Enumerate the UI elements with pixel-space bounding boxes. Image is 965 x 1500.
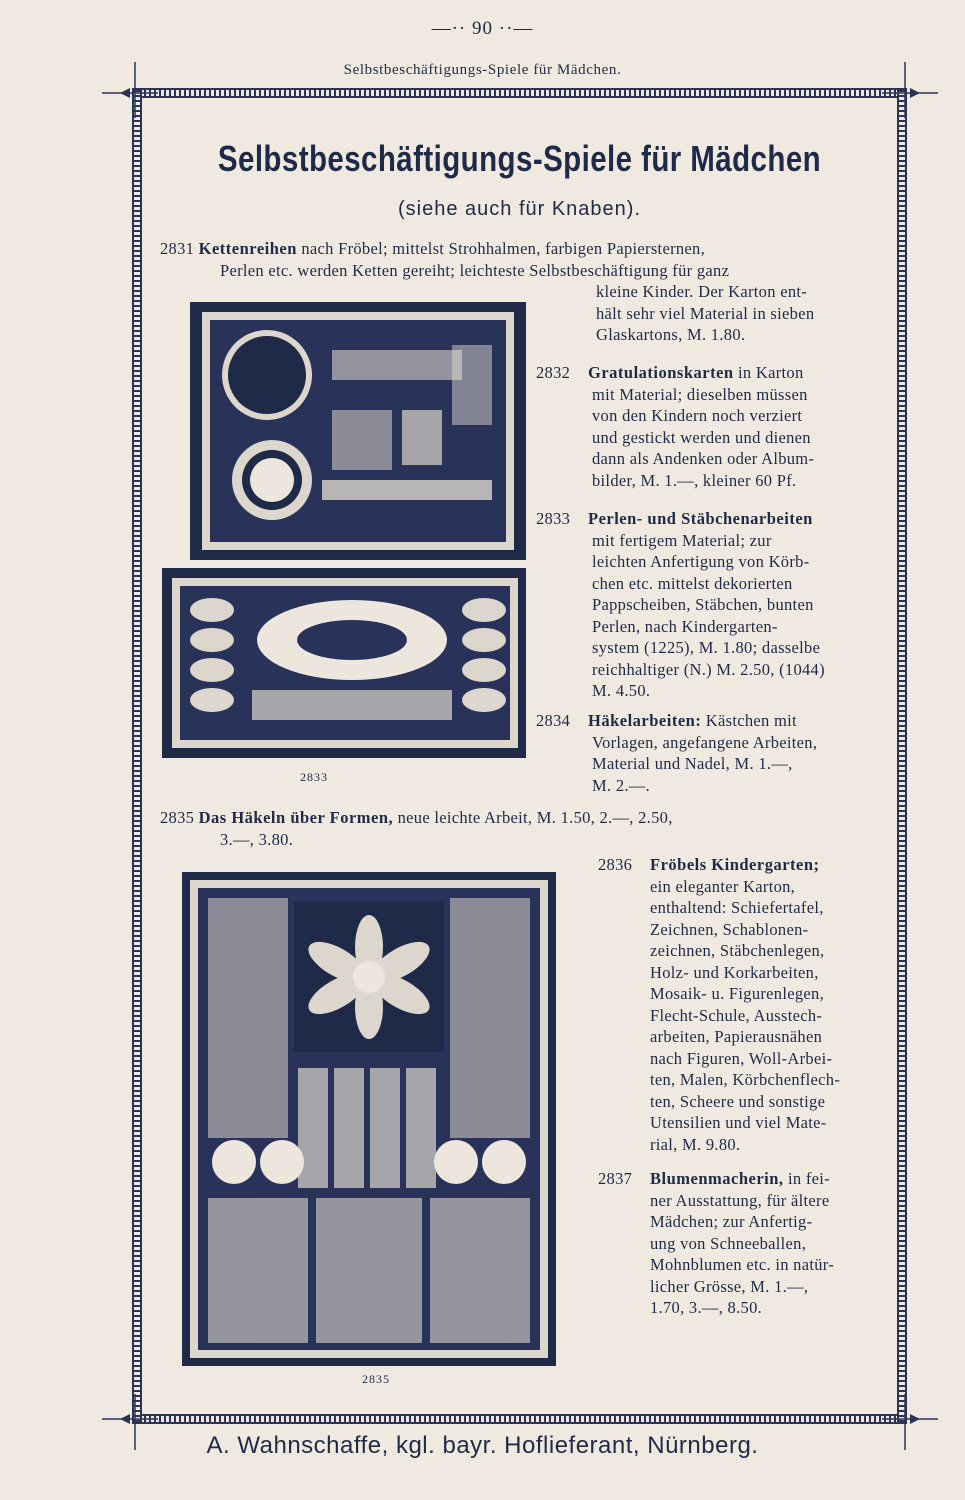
entry-line: 1.70, 3.—, 8.50. bbox=[650, 1298, 763, 1317]
publisher-footer: A. Wahnschaffe, kgl. bayr. Hoflieferant, Nürnberg. bbox=[206, 1432, 759, 1459]
entry-number: 2832 bbox=[536, 363, 571, 382]
entry-number: 2836 bbox=[598, 855, 633, 874]
frame-corner-ornament-top-right bbox=[880, 60, 940, 120]
entry-text: nach Fröbel; mittelst Strohhalmen, farbigen Papiersternen, bbox=[296, 239, 706, 258]
page-number bbox=[0, 18, 965, 40]
entry-line: Utensilien und viel Mate- bbox=[650, 1113, 827, 1132]
entry-name: Das Häkeln über Formen, bbox=[198, 808, 394, 827]
entry-line: Holz- und Korkarbeiten, bbox=[650, 962, 819, 982]
entry-line: licher Grösse, M. 1.—, bbox=[650, 1276, 809, 1296]
entry-line: nach Figuren, Woll-Arbei- bbox=[650, 1048, 833, 1068]
entry-name: Kettenreihen bbox=[198, 239, 297, 258]
entry-line: und gestickt werden und dienen bbox=[592, 427, 811, 447]
entry-line: system (1225), M. 1.80; dasselbe bbox=[592, 638, 821, 657]
entry-name: Gratulationskarten bbox=[588, 363, 734, 382]
entry-line: Mädchen; zur Anfertig- bbox=[650, 1212, 813, 1231]
entry-2831-line-2: Perlen etc. werden Ketten gereiht; leichteste Selbstbeschäftigung für ganz bbox=[220, 260, 730, 280]
entry-2831-line-1 bbox=[160, 238, 878, 260]
entry-line: Mohnblumen etc. in natür- bbox=[650, 1255, 835, 1274]
entry-2831-line-3: kleine Kinder. Der Karton ent- bbox=[596, 282, 808, 301]
entry-line: mit fertigem Material; zur bbox=[592, 530, 772, 550]
entry-line: zeichnen, Stäbchenlegen, bbox=[650, 941, 825, 960]
entry-line: ten, Malen, Körbchenflech- bbox=[650, 1070, 841, 1089]
entry-line: von den Kindern noch verziert bbox=[592, 406, 803, 425]
entry-line: rial, M. 9.80. bbox=[650, 1134, 741, 1154]
entry-line: chen etc. mittelst dekorierten bbox=[592, 573, 793, 593]
entry-number: 2837 bbox=[598, 1169, 633, 1188]
entry-text: in Karton bbox=[738, 363, 804, 382]
entry-line: Mosaik- u. Figurenlegen, bbox=[650, 984, 825, 1003]
entry-line: Pappscheiben, Stäbchen, bunten bbox=[592, 595, 814, 614]
entry-2831-line-5: Glaskartons, M. 1.80. bbox=[596, 325, 746, 344]
frame-right-border bbox=[897, 88, 907, 1424]
entry-line: Perlen, nach Kindergarten- bbox=[592, 616, 778, 636]
entry-line: Zeichnen, Schablonen- bbox=[650, 919, 809, 939]
entry-line: Vorlagen, angefangene Arbeiten, bbox=[592, 732, 818, 752]
entry-2837 bbox=[598, 1168, 880, 1319]
entry-line: dann als Andenken oder Album- bbox=[592, 449, 815, 468]
frame-left-border bbox=[132, 88, 142, 1424]
frame-corner-ornament-top-left bbox=[100, 60, 160, 120]
entry-name: Häkelarbeiten: bbox=[588, 711, 702, 730]
entry-2836 bbox=[598, 854, 880, 1155]
entry-text: Kästchen mit bbox=[705, 711, 797, 730]
entry-line: 3.—, 3.80. bbox=[220, 829, 294, 849]
entry-name: Perlen- und Stäbchenarbeiten bbox=[588, 509, 813, 528]
entry-2833 bbox=[536, 508, 878, 702]
entry-line: Flecht-Schule, Ausstech- bbox=[650, 1005, 823, 1025]
entry-text: in fei- bbox=[787, 1169, 830, 1188]
entry-2831-line-4: hält sehr viel Material in sieben bbox=[596, 303, 815, 323]
illustration-crochet-box bbox=[182, 872, 556, 1366]
ornament-dash-left: —·· bbox=[431, 18, 472, 39]
frame-bottom-border bbox=[132, 1414, 907, 1424]
entry-number: 2834 bbox=[536, 711, 571, 730]
page-number-text: 90 bbox=[472, 18, 493, 39]
entry-name: Blumenmacherin, bbox=[650, 1169, 784, 1188]
entry-line: M. 4.50. bbox=[592, 681, 651, 700]
ornament-dash-right: ··— bbox=[493, 18, 534, 39]
entry-text: neue leichte Arbeit, M. 1.50, 2.—, 2.50, bbox=[397, 808, 673, 827]
entry-line: ner Ausstattung, für ältere bbox=[650, 1190, 830, 1210]
entry-line: bilder, M. 1.—, kleiner 60 Pf. bbox=[592, 470, 797, 490]
entry-line: arbeiten, Papierausnähen bbox=[650, 1027, 823, 1046]
figure-caption-2833: 2833 bbox=[300, 770, 328, 784]
illustration-bead-work-box bbox=[162, 300, 530, 762]
frame-top-border bbox=[132, 88, 907, 98]
entry-line: enthaltend: Schiefertafel, bbox=[650, 898, 824, 917]
entry-line: reichhaltiger (N.) M. 2.50, (1044) bbox=[592, 659, 825, 679]
entry-line: ung von Schneeballen, bbox=[650, 1233, 807, 1253]
entry-2832 bbox=[536, 362, 878, 491]
entry-line: M. 2.—. bbox=[592, 775, 651, 795]
entry-2835 bbox=[160, 807, 878, 850]
section-subtitle: (siehe auch für Knaben). bbox=[397, 198, 642, 220]
entry-line: Material und Nadel, M. 1.—, bbox=[592, 754, 793, 773]
entry-line: leichten Anfertigung von Körb- bbox=[592, 552, 810, 571]
entry-line: ein eleganter Karton, bbox=[650, 876, 796, 896]
figure-caption-2835: 2835 bbox=[362, 1372, 390, 1386]
entry-number: 2833 bbox=[536, 509, 571, 528]
running-title: Selbstbeschäftigungs-Spiele für Mädchen. bbox=[343, 62, 622, 78]
entry-name: Fröbels Kindergarten; bbox=[650, 855, 820, 874]
entry-line: mit Material; dieselben müssen bbox=[592, 384, 808, 404]
entry-number: 2835 bbox=[160, 808, 195, 827]
section-title: Selbstbeschäftigungs-Spiele für Mädchen bbox=[217, 138, 822, 179]
entry-2834 bbox=[536, 710, 878, 796]
entry-number: 2831 bbox=[160, 239, 195, 258]
entry-line: ten, Scheere und sonstige bbox=[650, 1091, 826, 1111]
